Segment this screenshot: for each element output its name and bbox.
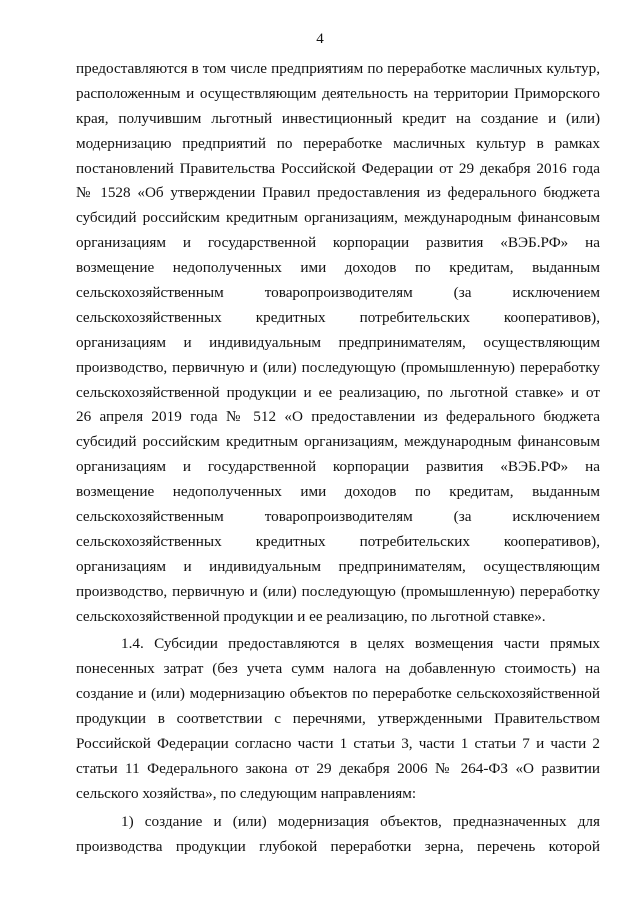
text-line: сельского хозяйства», по следующим направлениям:: [76, 784, 417, 802]
text-line: сельскохозяйственной продукции и ее реализацию, по льготной ставке».: [76, 607, 546, 625]
text-line: сельскохозяйственным товаропроизводителям (за исключением: [76, 284, 600, 302]
text-line: сельскохозяйственных кредитных потребительских кооперативов),: [76, 308, 600, 326]
page-number: 4: [316, 31, 324, 47]
paragraph-continuation: [76, 57, 600, 629]
text-line: производства продукции глубокой переработки зерна, перечень которой: [76, 837, 600, 855]
text-line: 1) создание и (или) модернизация объектов, предназначенных для: [121, 812, 600, 830]
text-line: возмещение недополученных ими доходов по кредитам, выданным: [76, 259, 600, 277]
text-line: статьи 11 Федерального закона от 29 декабря 2006 № 264-ФЗ «О развитии: [76, 759, 600, 777]
text-line: 26 апреля 2019 года № 512 «О предоставлении из федерального бюджета: [76, 408, 600, 426]
text-line: края, получившим льготный инвестиционный кредит на создание и (или): [76, 109, 600, 127]
text-line: возмещение недополученных ими доходов по кредитам, выданным: [76, 483, 600, 501]
text-line: Российской Федерации согласно части 1 статьи 3, части 1 статьи 7 и части 2: [76, 735, 600, 753]
text-line: постановлений Правительства Российской Федерации от 29 декабря 2016 года: [76, 159, 600, 177]
text-line: предоставляются в том числе предприятиям по переработке масличных культур,: [76, 60, 600, 77]
paragraph-clause-1-4: [76, 632, 600, 806]
text-line: № 1528 «Об утверждении Правил предоставления из федерального бюджета: [76, 184, 600, 202]
text-line: продукции в соответствии с перечнями, утвержденными Правительством: [76, 710, 600, 728]
text-line: производство, первичную и (или) последующую (промышленную) переработку: [76, 582, 600, 600]
text-line: понесенных затрат (без учета сумм налога на добавленную стоимость) на: [76, 660, 600, 678]
text-line: субсидий российским кредитным организациям, международным финансовым: [76, 209, 600, 227]
paragraph-item-1: [76, 810, 600, 860]
text-line: создание и (или) модернизацию объектов по переработке сельскохозяйственной: [76, 685, 600, 703]
text-line: организациям и индивидуальным предпринимателям, осуществляющим: [76, 333, 600, 351]
text-line: расположенным и осуществляющим деятельность на территории Приморского: [76, 84, 600, 102]
text-line: сельскохозяйственной продукции и ее реализацию, по льготной ставке» и от: [76, 383, 600, 401]
text-line: субсидий российским кредитным организациям, международным финансовым: [76, 433, 600, 451]
text-line: сельскохозяйственных кредитных потребительских кооперативов),: [76, 532, 600, 550]
text-line: модернизацию предприятий по переработке масличных культур в рамках: [76, 134, 600, 152]
text-line: сельскохозяйственным товаропроизводителям (за исключением: [76, 508, 600, 526]
text-line: 1.4. Субсидии предоставляются в целях возмещения части прямых: [121, 635, 600, 653]
text-line: организациям и государственной корпорации развития «ВЭБ.РФ» на: [76, 234, 600, 252]
text-line: организациям и индивидуальным предпринимателям, осуществляющим: [76, 557, 600, 575]
document-body: [76, 57, 600, 860]
text-line: организациям и государственной корпорации развития «ВЭБ.РФ» на: [76, 458, 600, 476]
text-line: производство, первичную и (или) последующую (промышленную) переработку: [76, 358, 600, 376]
